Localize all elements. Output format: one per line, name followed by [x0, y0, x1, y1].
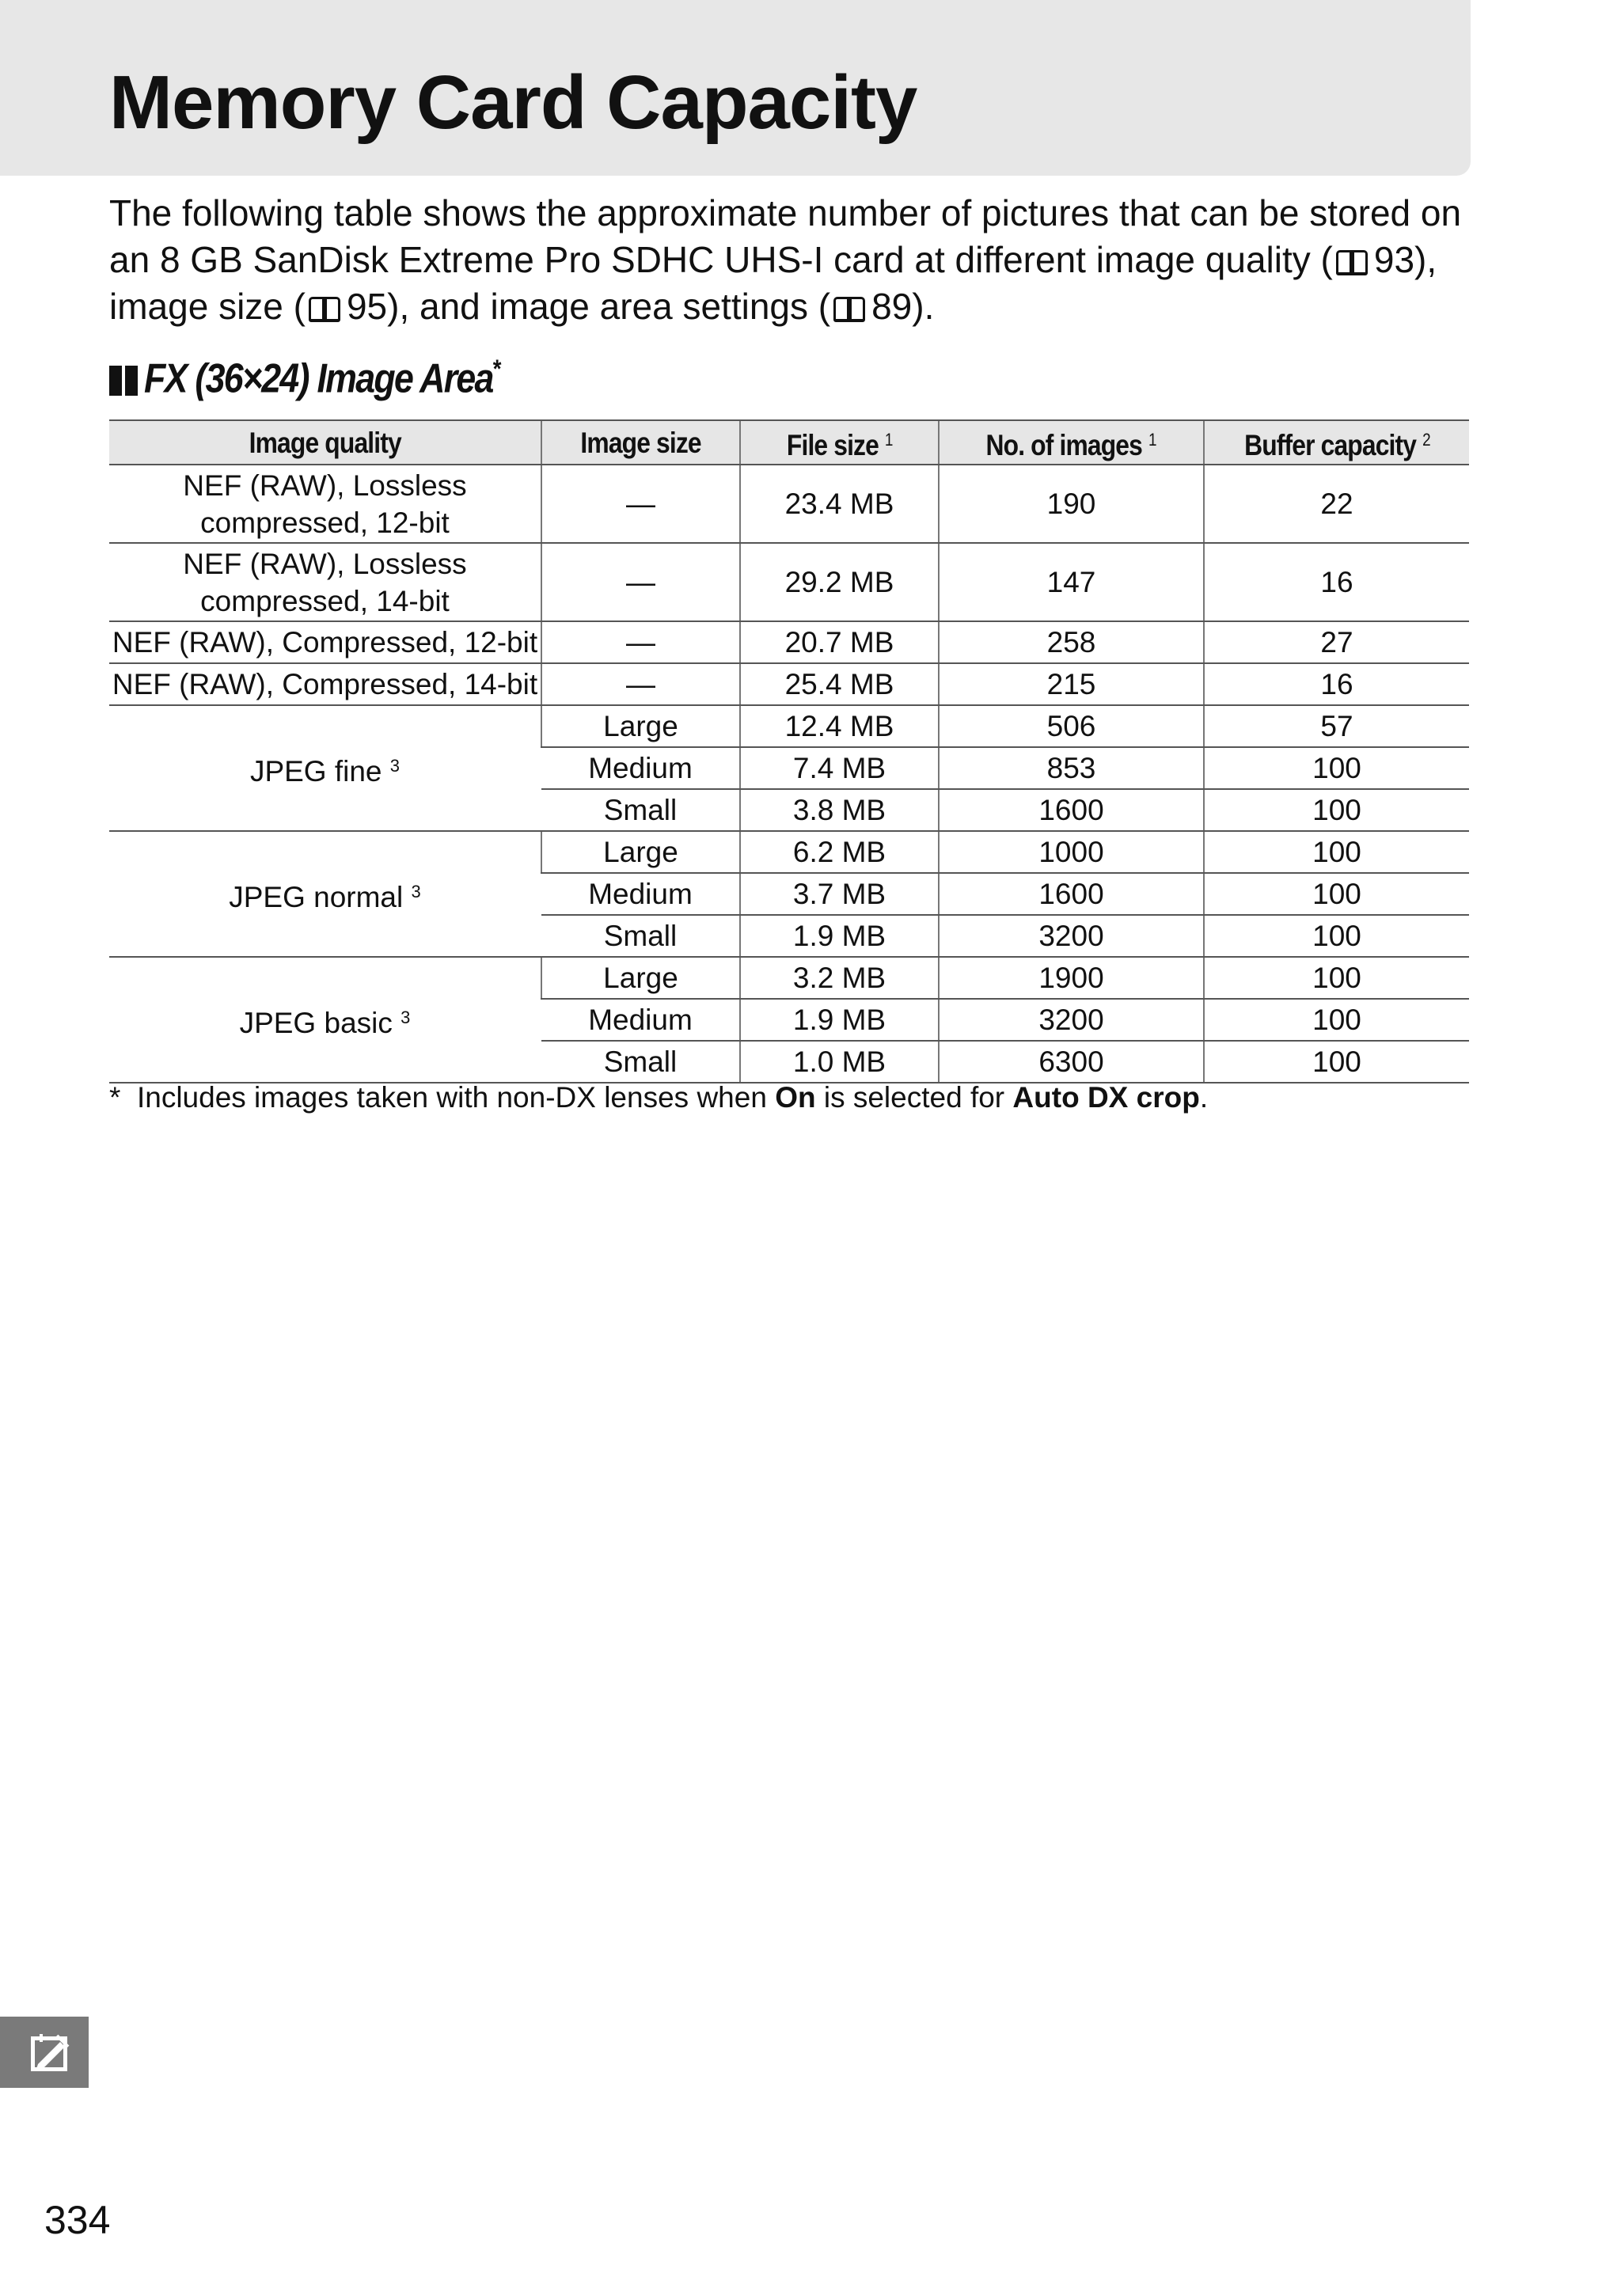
- cell-buffer-capacity: 16: [1204, 663, 1469, 705]
- section-title-mark: *: [492, 355, 500, 383]
- technical-notes-tab[interactable]: [0, 2017, 89, 2088]
- header-image-quality: Image quality: [109, 420, 541, 465]
- cell-image-quality: NEF (RAW), Lossless compressed, 14-bit: [109, 543, 541, 621]
- cell-image-quality: NEF (RAW), Compressed, 14-bit: [109, 663, 541, 705]
- cell-image-quality-group: JPEG basic $^3$: [109, 957, 541, 1083]
- footnote-bold-auto-dx-crop: Auto DX crop: [1012, 1081, 1200, 1114]
- intro-ref-3[interactable]: 89: [871, 286, 913, 327]
- cell-number-of-images: 258: [939, 621, 1204, 663]
- cell-buffer-capacity: 100: [1204, 1041, 1469, 1083]
- header-file-size: File size $^1$: [740, 420, 939, 465]
- page-title: Memory Card Capacity: [109, 60, 917, 145]
- cell-file-size: 20.7 MB: [740, 621, 939, 663]
- table-row: [109, 705, 1469, 747]
- cell-buffer-capacity: 100: [1204, 999, 1469, 1041]
- table-row: [109, 831, 1469, 873]
- cell-image-quality-group: JPEG fine $^3$: [109, 705, 541, 831]
- cell-file-size: 25.4 MB: [740, 663, 939, 705]
- table-row: [109, 621, 1469, 663]
- intro-ref-1[interactable]: 93: [1373, 239, 1415, 280]
- table-row: [109, 465, 1469, 543]
- intro-text-3: ), and image area settings (: [387, 286, 831, 327]
- cell-buffer-capacity: 100: [1204, 831, 1469, 873]
- cell-file-size: 3.8 MB: [740, 789, 939, 831]
- cell-number-of-images: 1900: [939, 957, 1204, 999]
- cell-number-of-images: 1600: [939, 873, 1204, 915]
- cell-file-size: 29.2 MB: [740, 543, 939, 621]
- cell-image-quality: NEF (RAW), Lossless compressed, 12-bit: [109, 465, 541, 543]
- cell-image-quality: NEF (RAW), Compressed, 12-bit: [109, 621, 541, 663]
- cell-buffer-capacity: 22: [1204, 465, 1469, 543]
- cell-buffer-capacity: 100: [1204, 915, 1469, 957]
- intro-ref-2[interactable]: 95: [346, 286, 388, 327]
- cell-image-size: Medium: [541, 999, 740, 1041]
- cell-buffer-capacity: 100: [1204, 789, 1469, 831]
- cell-number-of-images: 506: [939, 705, 1204, 747]
- section-heading: [109, 355, 558, 402]
- cell-image-size: Small: [541, 915, 740, 957]
- cell-number-of-images: 3200: [939, 999, 1204, 1041]
- cell-image-size: —: [541, 465, 740, 543]
- intro-text-2: ), image size (: [109, 239, 1437, 327]
- capacity-table: [109, 419, 1469, 1083]
- cell-image-size: Large: [541, 831, 740, 873]
- cell-file-size: 23.4 MB: [740, 465, 939, 543]
- cell-buffer-capacity: 100: [1204, 873, 1469, 915]
- cell-file-size: 1.9 MB: [740, 915, 939, 957]
- cell-file-size: 7.4 MB: [740, 747, 939, 789]
- cell-image-size: —: [541, 663, 740, 705]
- cell-file-size: 3.2 MB: [740, 957, 939, 999]
- cell-file-size: 3.7 MB: [740, 873, 939, 915]
- cell-image-size: Small: [541, 789, 740, 831]
- cell-image-size: —: [541, 621, 740, 663]
- cell-number-of-images: 853: [939, 747, 1204, 789]
- page-number: 334: [44, 2198, 111, 2242]
- footnote-bold-on: On: [775, 1081, 816, 1114]
- cell-number-of-images: 215: [939, 663, 1204, 705]
- cell-number-of-images: 3200: [939, 915, 1204, 957]
- cell-image-quality-group: JPEG normal $^3$: [109, 831, 541, 957]
- footnote-marker: *: [109, 1081, 121, 1114]
- footnote-text: Includes images taken with non-DX lenses when: [136, 1081, 776, 1114]
- table-row: [109, 957, 1469, 999]
- cell-file-size: 1.0 MB: [740, 1041, 939, 1083]
- header-image-size: Image size: [541, 420, 740, 465]
- cell-buffer-capacity: 100: [1204, 957, 1469, 999]
- cell-file-size: 1.9 MB: [740, 999, 939, 1041]
- page-reference-icon: [1336, 250, 1368, 274]
- cell-buffer-capacity: 27: [1204, 621, 1469, 663]
- intro-text-1: The following table shows the approximate number of pictures that can be stored on an 8 GB SanDisk Extreme Pro SDHC UHS-I card at different image quality (: [109, 192, 1462, 280]
- table-row: [109, 543, 1469, 621]
- cell-image-size: Medium: [541, 873, 740, 915]
- cell-number-of-images: 190: [939, 465, 1204, 543]
- cell-image-size: Small: [541, 1041, 740, 1083]
- cell-file-size: 12.4 MB: [740, 705, 939, 747]
- cell-image-size: Large: [541, 705, 740, 747]
- cell-image-size: —: [541, 543, 740, 621]
- cell-number-of-images: 6300: [939, 1041, 1204, 1083]
- header-buffer-capacity: Buffer capacity $^2$: [1204, 420, 1469, 465]
- cell-number-of-images: 1600: [939, 789, 1204, 831]
- cell-buffer-capacity: 57: [1204, 705, 1469, 747]
- page-reference-icon: [309, 297, 340, 321]
- cell-image-size: Large: [541, 957, 740, 999]
- page-reference-icon: [833, 297, 865, 321]
- cell-image-size: Medium: [541, 747, 740, 789]
- cell-number-of-images: 147: [939, 543, 1204, 621]
- table-row: [109, 663, 1469, 705]
- header-number-of-images: No. of images $^1$: [939, 420, 1204, 465]
- table-header-row: [109, 420, 1469, 465]
- cell-number-of-images: 1000: [939, 831, 1204, 873]
- section-title-text: FX (36×24) Image Area: [144, 355, 493, 402]
- section-marker-icon: [109, 366, 138, 396]
- technical-notes-icon: [30, 2031, 73, 2074]
- intro-text-4: ).: [912, 286, 935, 327]
- cell-file-size: 6.2 MB: [740, 831, 939, 873]
- cell-buffer-capacity: 16: [1204, 543, 1469, 621]
- section-title: [144, 355, 500, 402]
- footnote: * Includes images taken with non-DX lenses when On is selected for Auto DX crop.: [109, 1081, 1209, 1114]
- cell-buffer-capacity: 100: [1204, 747, 1469, 789]
- intro-paragraph: [109, 190, 1471, 330]
